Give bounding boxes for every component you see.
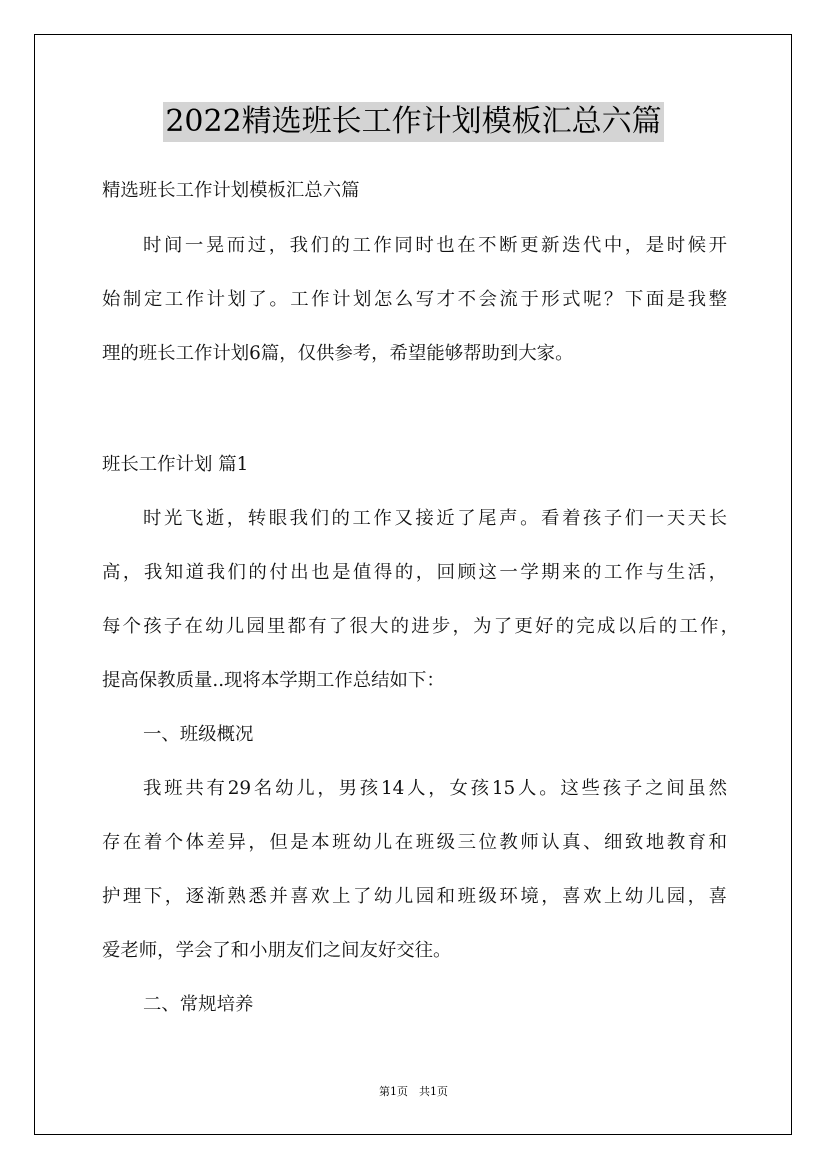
para1-line-1: 时光飞逝，转眼我们的工作又接近了尾声。看着孩子们一天天长 bbox=[143, 508, 727, 529]
heading-class-overview: 一、班级概况 bbox=[143, 724, 254, 745]
para1-line-2: 高，我知道我们的付出也是值得的，回顾这一学期来的工作与生活， bbox=[102, 562, 727, 583]
para1-line-4: 提高保教质量..现将本学期工作总结如下： bbox=[102, 670, 445, 691]
page-number: 第1页 共1页 bbox=[379, 1085, 448, 1098]
intro-line-2: 始制定工作计划了。工作计划怎么写才不会流于形式呢？下面是我整 bbox=[102, 289, 727, 310]
intro-line-1: 时间一晃而过，我们的工作同时也在不断更新迭代中，是时候开 bbox=[143, 235, 727, 256]
para2-line-3: 护理下，逐渐熟悉并喜欢上了幼儿园和班级环境，喜欢上幼儿园，喜 bbox=[102, 886, 727, 907]
document-title: 2022精选班长工作计划模板汇总六篇 bbox=[163, 102, 663, 142]
intro-line-3: 理的班长工作计划6篇，仅供参考，希望能够帮助到大家。 bbox=[102, 343, 574, 364]
section-heading: 班长工作计划 篇1 bbox=[102, 454, 249, 475]
para2-line-1: 我班共有29名幼儿，男孩14人，女孩15人。这些孩子之间虽然 bbox=[143, 778, 727, 799]
para1-line-3: 每个孩子在幼儿园里都有了很大的进步，为了更好的完成以后的工作， bbox=[102, 616, 739, 637]
title-container bbox=[0, 102, 827, 142]
subtitle: 精选班长工作计划模板汇总六篇 bbox=[102, 180, 360, 201]
heading-routine-training: 二、常规培养 bbox=[143, 994, 254, 1015]
para2-line-4: 爱老师，学会了和小朋友们之间友好交往。 bbox=[102, 940, 452, 961]
para2-line-2: 存在着个体差异，但是本班幼儿在班级三位教师认真、细致地教育和 bbox=[102, 832, 727, 853]
